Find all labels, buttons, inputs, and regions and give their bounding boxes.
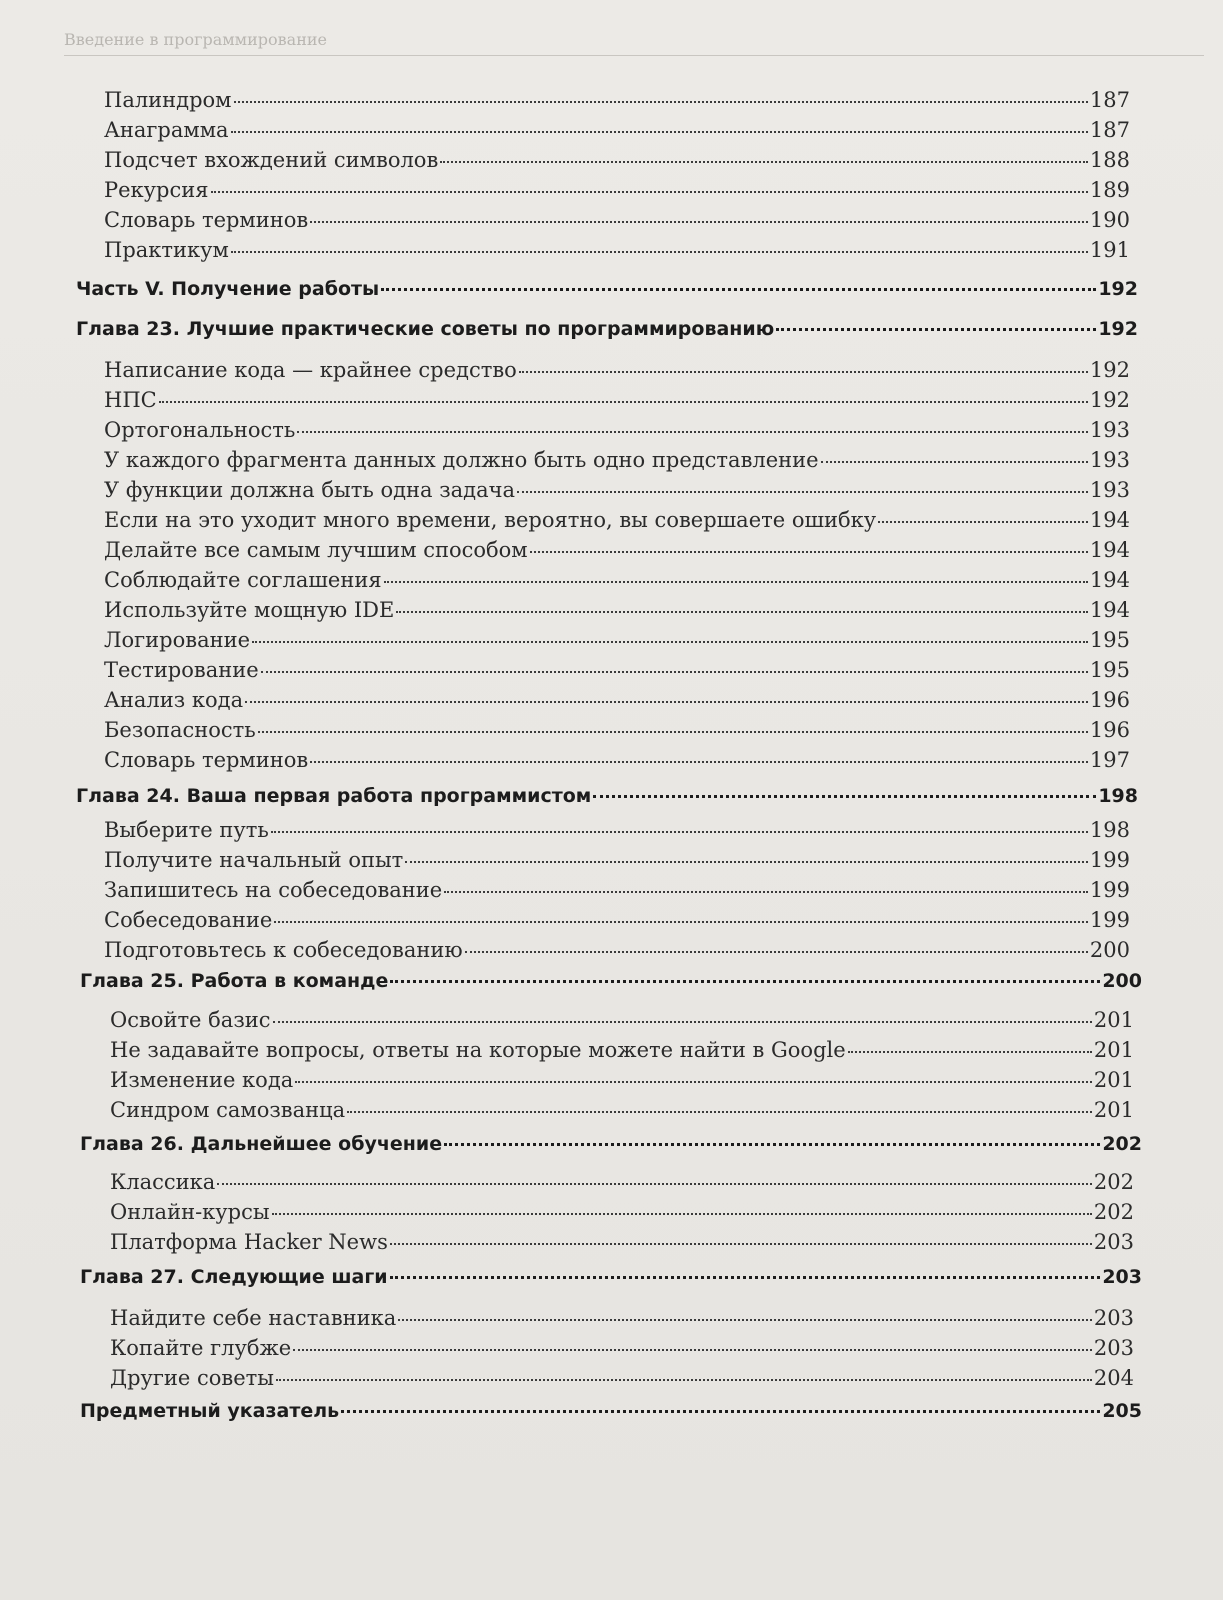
toc-section-row bbox=[104, 748, 1130, 772]
toc-page-number: 194 bbox=[1089, 538, 1130, 562]
running-header: Введение в программирование bbox=[64, 30, 1204, 56]
dot-leader bbox=[261, 671, 1088, 673]
toc-chapter-row bbox=[76, 278, 1138, 300]
toc-chapter-row bbox=[80, 1133, 1142, 1155]
dot-leader bbox=[273, 1021, 1092, 1023]
toc-entry-title: Онлайн-курсы bbox=[110, 1200, 270, 1224]
toc-page-number: 198 bbox=[1089, 818, 1130, 842]
toc-page-number: 198 bbox=[1098, 785, 1138, 807]
dot-leader bbox=[211, 191, 1088, 193]
toc-entry-title: Платформа Hacker News bbox=[110, 1230, 388, 1254]
toc-entry-title: Написание кода — крайнее средство bbox=[104, 358, 517, 382]
toc-entry-title: Подготовьтесь к собеседованию bbox=[104, 938, 463, 962]
toc-section-row bbox=[110, 1098, 1134, 1122]
toc-page-number: 188 bbox=[1089, 148, 1130, 172]
dot-leader bbox=[384, 581, 1088, 583]
toc-page-number: 201 bbox=[1093, 1098, 1134, 1122]
toc-section-row bbox=[110, 1336, 1134, 1360]
toc-section-row bbox=[104, 628, 1130, 652]
toc-section-row bbox=[104, 688, 1130, 712]
dot-leader bbox=[519, 371, 1088, 373]
dot-leader bbox=[341, 1410, 1100, 1413]
toc-page-number: 200 bbox=[1102, 970, 1142, 992]
toc-section-row bbox=[110, 1038, 1134, 1062]
toc-entry-title: Делайте все самым лучшим способом bbox=[104, 538, 528, 562]
toc-entry-title: Словарь терминов bbox=[104, 208, 309, 232]
toc-section-row bbox=[110, 1306, 1134, 1330]
toc-page-number: 201 bbox=[1093, 1038, 1134, 1062]
toc-entry-title: Палиндром bbox=[104, 88, 232, 112]
toc-entry-title: Классика bbox=[110, 1170, 216, 1194]
toc-entry-title: Если на это уходит много времени, вероятно, вы совершаете ошибку bbox=[104, 508, 877, 532]
dot-leader bbox=[271, 831, 1088, 833]
toc-entry-title: Копайте глубже bbox=[110, 1336, 292, 1360]
toc-page-number: 201 bbox=[1093, 1008, 1134, 1032]
toc-entry-title: Найдите себе наставника bbox=[110, 1306, 397, 1330]
toc-chapter-row bbox=[80, 1400, 1142, 1422]
toc-page-number: 202 bbox=[1093, 1170, 1134, 1194]
toc-page-number: 192 bbox=[1098, 278, 1138, 300]
dot-leader bbox=[396, 611, 1088, 613]
dot-leader bbox=[295, 1081, 1092, 1083]
dot-leader bbox=[390, 1243, 1092, 1245]
toc-page-number: 199 bbox=[1089, 848, 1130, 872]
toc-page-number: 189 bbox=[1089, 178, 1130, 202]
dot-leader bbox=[390, 980, 1100, 983]
toc-page-number: 202 bbox=[1102, 1133, 1142, 1155]
toc-page-number: 201 bbox=[1093, 1068, 1134, 1092]
toc-section-row bbox=[110, 1200, 1134, 1224]
toc-section-row bbox=[110, 1008, 1134, 1032]
toc-entry-title: Освойте базис bbox=[110, 1008, 271, 1032]
toc-section-row bbox=[104, 818, 1130, 842]
toc-section-row bbox=[110, 1366, 1134, 1390]
dot-leader bbox=[234, 101, 1088, 103]
toc-entry-title: Подсчет вхождений символов bbox=[104, 148, 439, 172]
toc-page-number: 199 bbox=[1089, 908, 1130, 932]
toc-page-number: 187 bbox=[1089, 118, 1130, 142]
dot-leader bbox=[310, 761, 1088, 763]
toc-page-number: 193 bbox=[1089, 418, 1130, 442]
toc-entry-title: У каждого фрагмента данных должно быть одно представление bbox=[104, 448, 819, 472]
dot-leader bbox=[159, 401, 1088, 403]
toc-section-row bbox=[104, 118, 1130, 142]
dot-leader bbox=[517, 491, 1088, 493]
dot-leader bbox=[274, 921, 1088, 923]
toc-entry-title: Не задавайте вопросы, ответы на которые можете найти в Google bbox=[110, 1038, 846, 1062]
dot-leader bbox=[821, 461, 1088, 463]
toc-section-row bbox=[104, 538, 1130, 562]
toc-entry-title: Глава 23. Лучшие практические советы по программированию bbox=[76, 318, 775, 340]
toc-entry-title: У функции должна быть одна задача bbox=[104, 478, 516, 502]
dot-leader bbox=[530, 551, 1088, 553]
toc-page-number: 193 bbox=[1089, 448, 1130, 472]
toc-section-row bbox=[104, 208, 1130, 232]
dot-leader bbox=[878, 521, 1088, 523]
toc-page-number: 191 bbox=[1089, 238, 1130, 262]
toc-page-number: 200 bbox=[1089, 938, 1130, 962]
toc-page-number: 190 bbox=[1089, 208, 1130, 232]
toc-section-row bbox=[104, 388, 1130, 412]
toc-section-row bbox=[104, 908, 1130, 932]
toc-section-row bbox=[104, 148, 1130, 172]
toc-section-row bbox=[104, 938, 1130, 962]
toc-page-number: 192 bbox=[1089, 388, 1130, 412]
toc-section-row bbox=[104, 598, 1130, 622]
toc-section-row bbox=[104, 478, 1130, 502]
toc-section-row bbox=[104, 848, 1130, 872]
dot-leader bbox=[381, 288, 1096, 291]
toc-section-row bbox=[104, 658, 1130, 682]
toc-entry-title: Безопасность bbox=[104, 718, 256, 742]
dot-leader bbox=[848, 1051, 1092, 1053]
dot-leader bbox=[440, 161, 1088, 163]
toc-entry-title: Другие советы bbox=[110, 1366, 274, 1390]
toc-section-row bbox=[104, 178, 1130, 202]
toc-page-number: 192 bbox=[1098, 318, 1138, 340]
toc-chapter-row bbox=[76, 785, 1138, 807]
toc-section-row bbox=[104, 448, 1130, 472]
toc-section-row bbox=[104, 238, 1130, 262]
dot-leader bbox=[444, 1143, 1100, 1146]
toc-section-row bbox=[104, 508, 1130, 532]
dot-leader bbox=[444, 891, 1088, 893]
dot-leader bbox=[310, 221, 1088, 223]
toc-entry-title: Словарь терминов bbox=[104, 748, 309, 772]
toc-entry-title: Собеседование bbox=[104, 908, 273, 932]
toc-entry-title: Практикум bbox=[104, 238, 229, 262]
toc-entry-title: Часть V. Получение работы bbox=[76, 278, 380, 300]
dot-leader bbox=[293, 1349, 1092, 1351]
toc-chapter-row bbox=[80, 1266, 1142, 1288]
toc-page-number: 195 bbox=[1089, 628, 1130, 652]
toc-section-row bbox=[104, 418, 1130, 442]
toc-page-number: 193 bbox=[1089, 478, 1130, 502]
toc-page-number: 197 bbox=[1089, 748, 1130, 772]
dot-leader bbox=[245, 701, 1088, 703]
toc-section-row bbox=[104, 568, 1130, 592]
toc-entry-title: Выберите путь bbox=[104, 818, 269, 842]
toc-page-number: 196 bbox=[1089, 688, 1130, 712]
toc-page-number: 187 bbox=[1089, 88, 1130, 112]
toc-page-number: 194 bbox=[1089, 598, 1130, 622]
dot-leader bbox=[297, 431, 1088, 433]
toc-entry-title: Логирование bbox=[104, 628, 251, 652]
toc-section-row bbox=[104, 718, 1130, 742]
toc-page-number: 194 bbox=[1089, 568, 1130, 592]
toc-entry-title: Анаграмма bbox=[104, 118, 229, 142]
toc-entry-title: Синдром самозванца bbox=[110, 1098, 346, 1122]
toc-page-number: 203 bbox=[1102, 1266, 1142, 1288]
toc-page-number: 203 bbox=[1093, 1230, 1134, 1254]
toc-entry-title: Глава 27. Следующие шаги bbox=[80, 1266, 388, 1288]
toc-page-number: 202 bbox=[1093, 1200, 1134, 1224]
toc-entry-title: Ортогональность bbox=[104, 418, 296, 442]
toc-entry-title: Глава 25. Работа в команде bbox=[80, 970, 389, 992]
dot-leader bbox=[258, 731, 1088, 733]
toc-section-row bbox=[110, 1230, 1134, 1254]
dot-leader bbox=[405, 861, 1088, 863]
toc-entry-title: Глава 26. Дальнейшее обучение bbox=[80, 1133, 443, 1155]
dot-leader bbox=[776, 328, 1096, 331]
toc-page-number: 203 bbox=[1093, 1306, 1134, 1330]
toc-page-number: 195 bbox=[1089, 658, 1130, 682]
toc-page-number: 204 bbox=[1093, 1366, 1134, 1390]
toc-section-row bbox=[104, 358, 1130, 382]
toc-entry-title: Тестирование bbox=[104, 658, 259, 682]
toc-entry-title: Рекурсия bbox=[104, 178, 209, 202]
toc-page-number: 205 bbox=[1102, 1400, 1142, 1422]
toc-section-row bbox=[110, 1170, 1134, 1194]
dot-leader bbox=[276, 1379, 1092, 1381]
toc-page-number: 203 bbox=[1093, 1336, 1134, 1360]
dot-leader bbox=[347, 1111, 1092, 1113]
toc-entry-title: НПС bbox=[104, 388, 157, 412]
dot-leader bbox=[272, 1213, 1092, 1215]
dot-leader bbox=[398, 1319, 1092, 1321]
dot-leader bbox=[217, 1183, 1092, 1185]
dot-leader bbox=[231, 131, 1088, 133]
toc-chapter-row bbox=[80, 970, 1142, 992]
toc-entry-title: Запишитесь на собеседование bbox=[104, 878, 443, 902]
toc-entry-title: Соблюдайте соглашения bbox=[104, 568, 382, 592]
toc-entry-title: Получите начальный опыт bbox=[104, 848, 404, 872]
toc-section-row bbox=[104, 88, 1130, 112]
toc-page-number: 192 bbox=[1089, 358, 1130, 382]
toc-entry-title: Предметный указатель bbox=[80, 1400, 340, 1422]
toc-page-number: 194 bbox=[1089, 508, 1130, 532]
toc-section-row bbox=[110, 1068, 1134, 1092]
dot-leader bbox=[465, 951, 1088, 953]
toc-entry-title: Глава 24. Ваша первая работа программистом bbox=[76, 785, 592, 807]
toc-page-number: 199 bbox=[1089, 878, 1130, 902]
dot-leader bbox=[593, 795, 1096, 798]
toc-section-row bbox=[104, 878, 1130, 902]
toc-entry-title: Изменение кода bbox=[110, 1068, 294, 1092]
toc-chapter-row bbox=[76, 318, 1138, 340]
dot-leader bbox=[390, 1276, 1101, 1279]
dot-leader bbox=[252, 641, 1088, 643]
dot-leader bbox=[231, 251, 1088, 253]
toc-entry-title: Анализ кода bbox=[104, 688, 244, 712]
toc-page-number: 196 bbox=[1089, 718, 1130, 742]
toc-entry-title: Используйте мощную IDE bbox=[104, 598, 395, 622]
